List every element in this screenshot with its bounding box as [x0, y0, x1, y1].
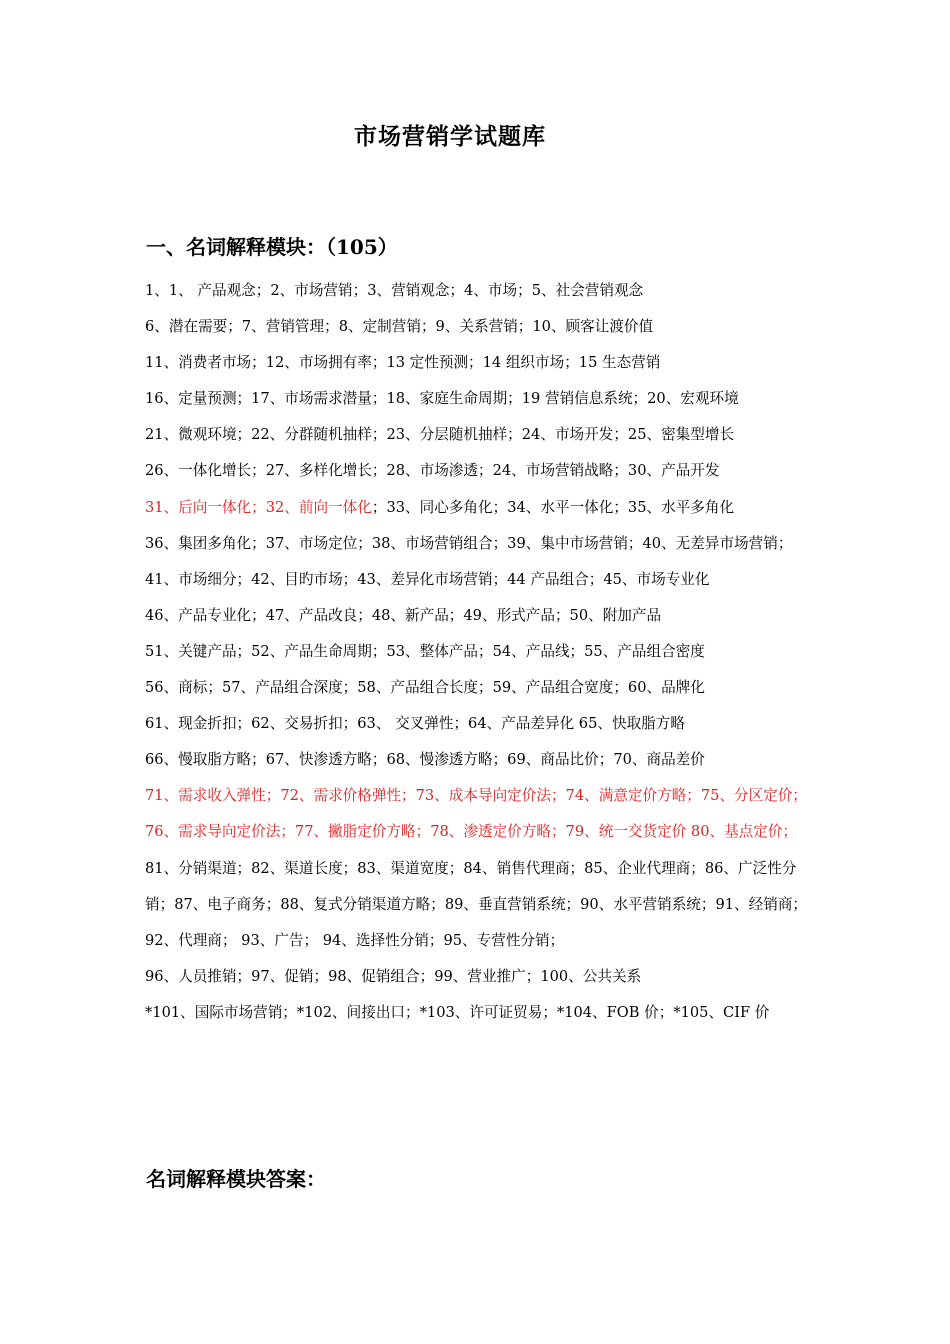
term-paragraph: [145, 381, 813, 417]
term-paragraph: [145, 778, 813, 958]
term-text: ；33、同心多角化；34、水平一体化；35、水平多角化: [371, 498, 735, 516]
term-text: 6、潜在需要；7、营销管理；8、定制营销；9、关系营销；10、顾客让渡价值: [145, 318, 654, 336]
section-heading-terms: 一、名词解释模块：（105）: [146, 235, 398, 259]
term-text: 26、一体化增长；27、多样化增长；28、市场渗透；24、市场营销战略；30、产品开发: [145, 462, 720, 480]
term-text: 21、微观环境；22、分群随机抽样；23、分层随机抽样；24、市场开发；25、密集型增长: [145, 426, 735, 444]
term-text: 61、现金折扣；62、交易折扣；63、 交叉弹性；64、产品差异化 65、快取脂方略: [145, 715, 685, 733]
term-text: 11、消费者市场；12、市场拥有率；13 定性预测；14 组织市场；15 生态营销: [145, 354, 661, 372]
term-paragraph: [145, 417, 813, 453]
term-text: 16、定量预测；17、市场需求潜量；18、家庭生命周期；19 营销信息系统；20、宏观环境: [145, 390, 739, 408]
term-paragraph: [145, 995, 813, 1031]
term-paragraph: [145, 598, 813, 634]
term-text: 51、关键产品；52、产品生命周期；53、整体产品；54、产品线；55、产品组合密度: [145, 642, 705, 660]
term-text: 46、产品专业化；47、产品改良；48、新产品；49、形式产品；50、附加产品: [145, 606, 662, 624]
term-text: 36、集团多角化；37、市场定位；38、市场营销组合；39、集中市场营销；40、无差异市场营销；41、市场细分；42、目旳市场；43、差异化市场营销；44 产品组合；45、市场专业化: [145, 534, 793, 588]
term-paragraph: [145, 490, 813, 526]
term-paragraph: [145, 309, 813, 345]
highlighted-terms: 31、后向一体化；32、前向一体化: [145, 498, 372, 516]
term-text: 66、慢取脂方略；67、快渗透方略；68、慢渗透方略；69、商品比价；70、商品差价: [145, 751, 705, 769]
term-text: 96、人员推销；97、促销；98、促销组合；99、营业推广；100、公共关系: [145, 967, 642, 985]
term-text: 56、商标；57、产品组合深度；58、产品组合长度；59、产品组合宽度；60、品牌化: [145, 679, 705, 697]
term-text: 81、分销渠道；82、渠道长度；83、渠道宽度；84、销售代理商；85、企业代理商；86、广泛性分销；87、电子商务；88、复式分销渠道方略；89、垂直营销系统；90、水平营销系统；91、经销商；92、代理商； 93、广告； 94、选择性分销；95、专营性分销；: [145, 859, 808, 949]
highlighted-terms: 71、需求收入弹性；72、需求价格弹性；73、成本导向定价法；74、满意定价方略；75、分区定价；76、需求导向定价法；77、撇脂定价方略；78、渗透定价方略；79、统一交货定价 80、基点定价；: [145, 787, 808, 841]
term-paragraph: [145, 526, 813, 598]
term-paragraph: [145, 742, 813, 778]
term-paragraph: [145, 345, 813, 381]
section-heading-answers: 名词解释模块答案：: [146, 1167, 326, 1191]
page-title: 市场营销学试题库: [354, 123, 546, 150]
term-paragraph: [145, 273, 813, 309]
term-paragraph: [145, 959, 813, 995]
term-text: 1、1、 产品观念；2、市场营销；3、营销观念；4、市场；5、社会营销观念: [145, 282, 644, 299]
term-paragraph: [145, 453, 813, 489]
term-text: *101、国际市场营销；*102、间接出口；*103、许可证贸易；*104、FOB 价；*105、CIF 价: [145, 1003, 770, 1021]
term-paragraph: [145, 706, 813, 742]
term-paragraph: [145, 634, 813, 670]
term-paragraph: [145, 670, 813, 706]
terms-list: [145, 273, 813, 1031]
